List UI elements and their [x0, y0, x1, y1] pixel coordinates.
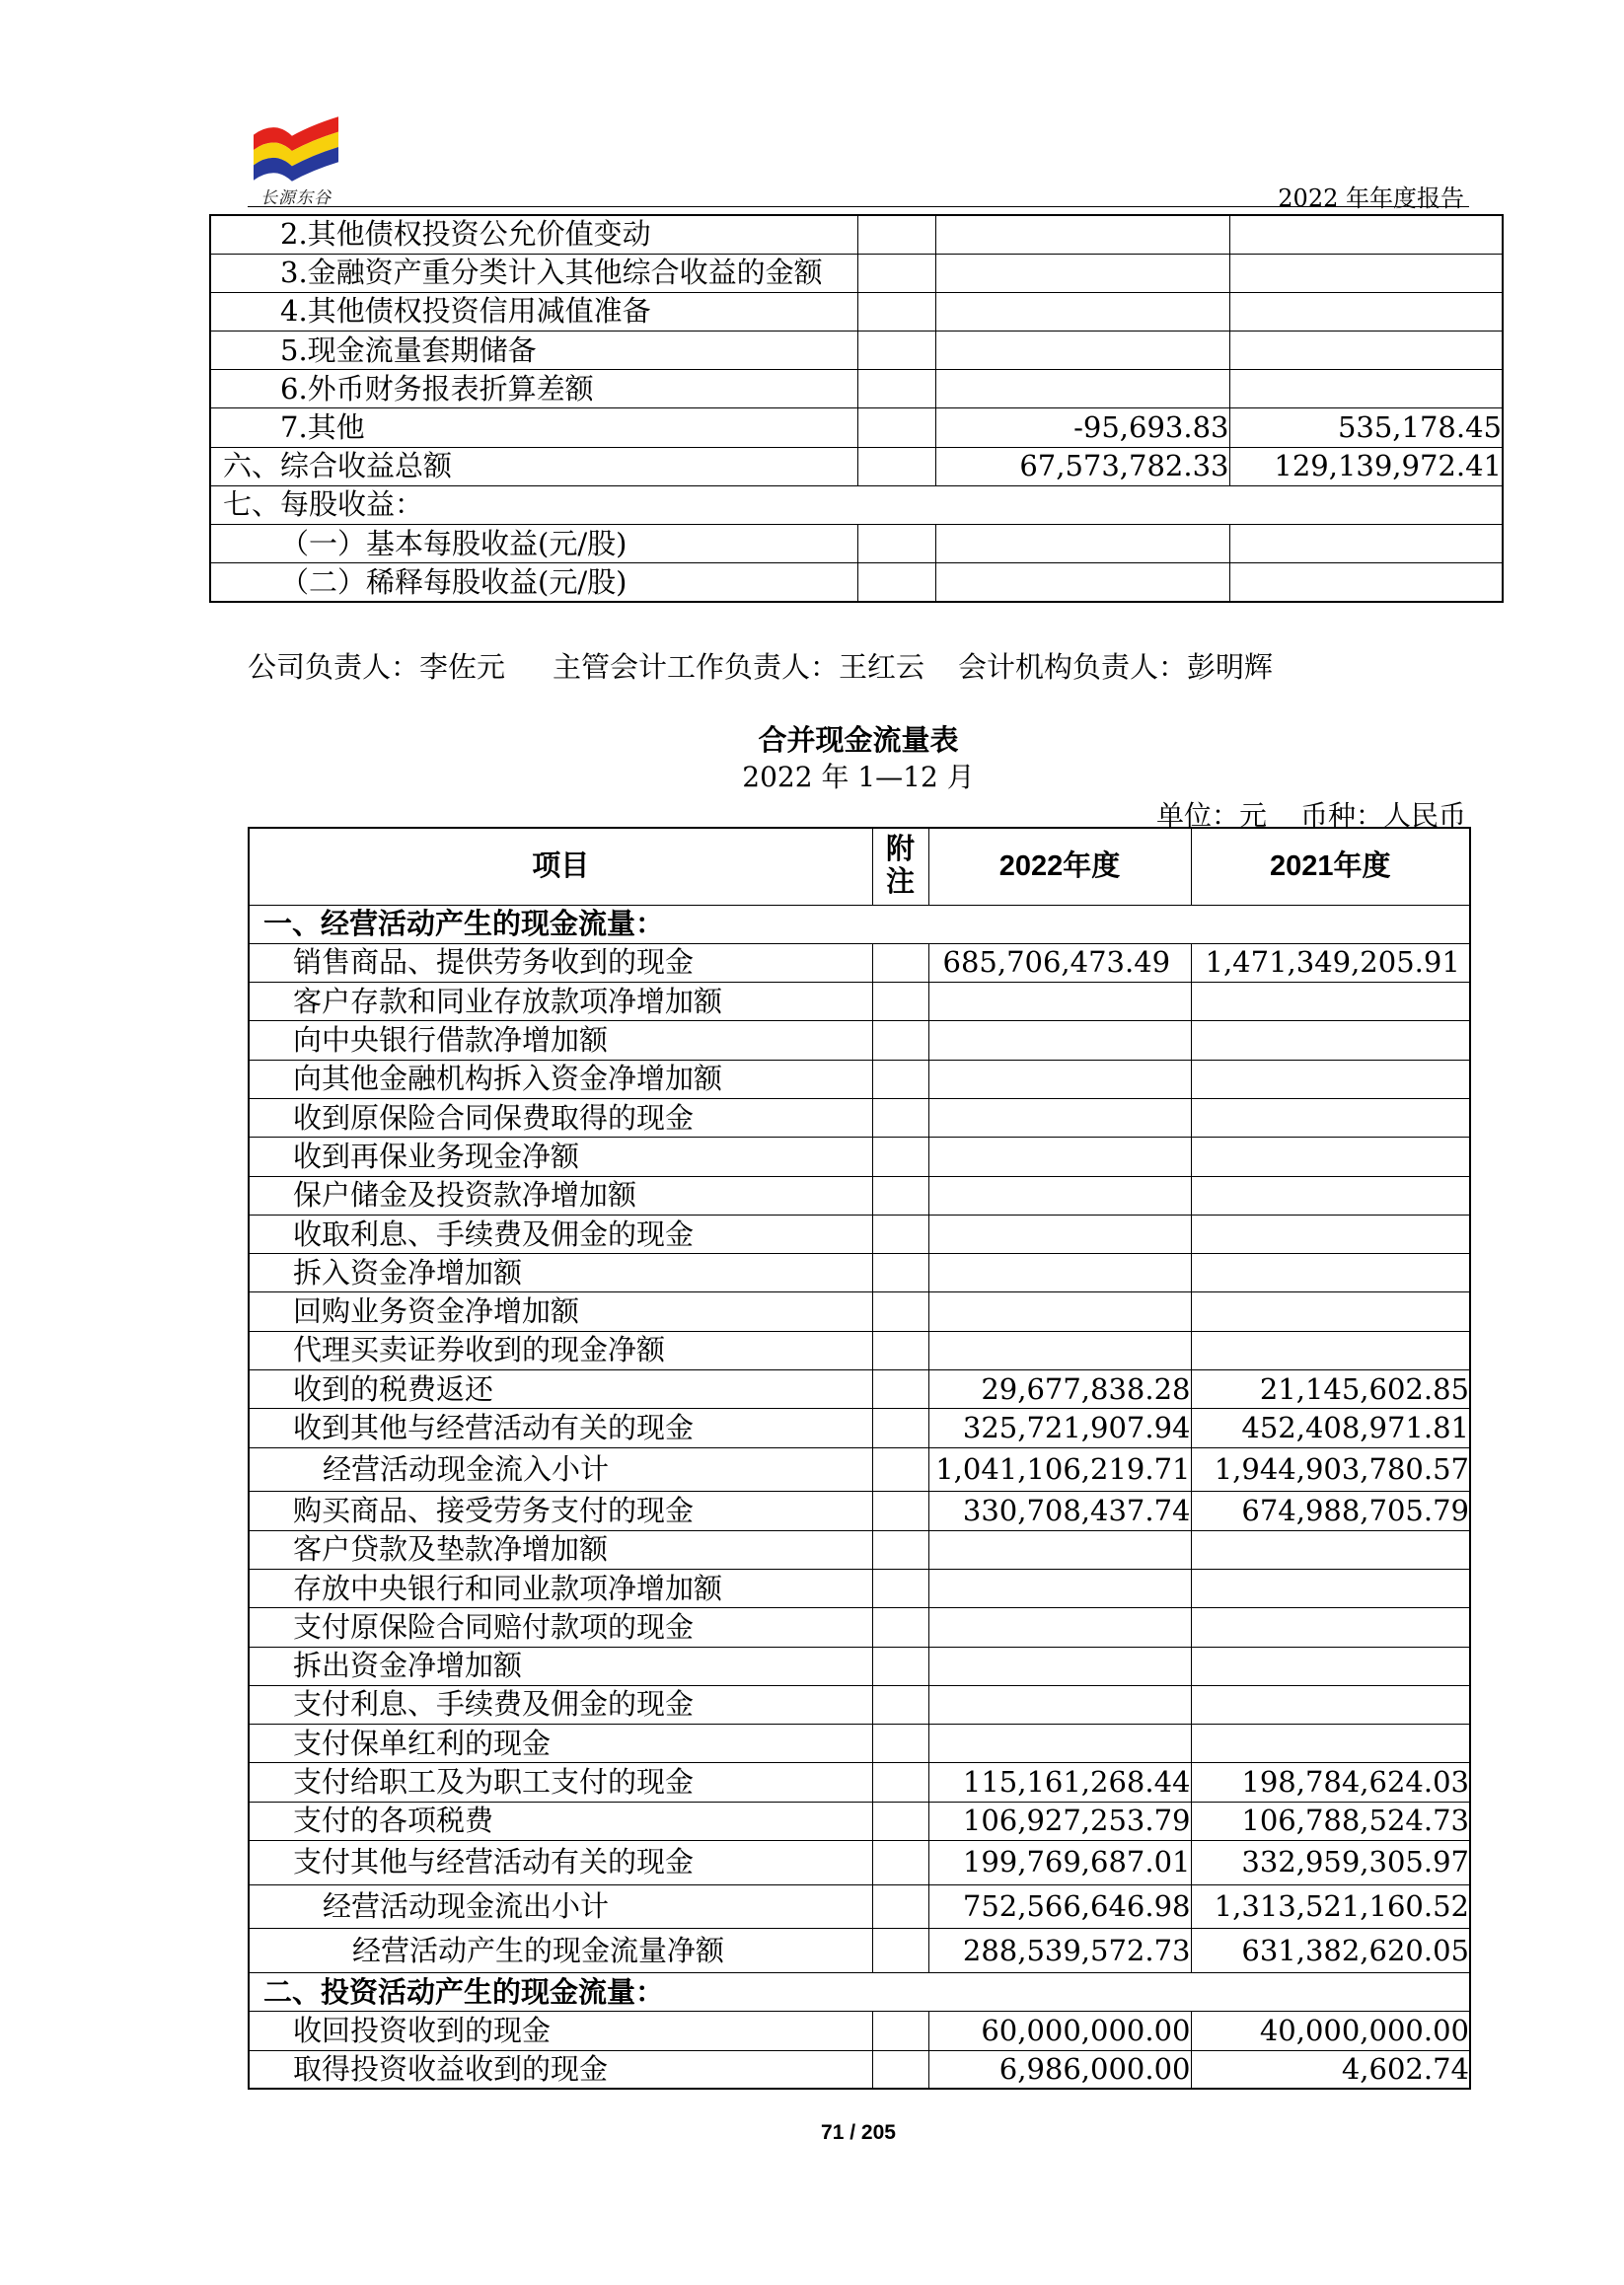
row-note	[872, 1409, 928, 1447]
header-item: 项目	[249, 828, 872, 905]
section-title: 二、投资活动产生的现金流量：	[249, 1973, 1470, 2012]
row-item: 经营活动现金流出小计	[249, 1884, 872, 1929]
row-note	[872, 2012, 928, 2050]
row-2022-value	[928, 1569, 1191, 1607]
row-item: 5.现金流量套期储备	[210, 332, 857, 370]
row-item: 支付给职工及为职工支付的现金	[249, 1763, 872, 1802]
row-2021-value: 40,000,000.00	[1191, 2012, 1470, 2050]
row-current-value	[935, 525, 1229, 563]
row-2022-value	[928, 1176, 1191, 1215]
table-row	[249, 1021, 1470, 1060]
row-note	[857, 292, 935, 331]
row-current-value	[935, 332, 1229, 370]
row-2022-value	[928, 983, 1191, 1021]
page-number: 71 / 205	[821, 2121, 896, 2144]
row-note	[872, 1569, 928, 1607]
row-prior-value: 535,178.45	[1229, 408, 1503, 447]
row-prior-value	[1229, 215, 1503, 254]
row-note	[857, 563, 935, 602]
row-note	[872, 2050, 928, 2089]
row-2021-value	[1191, 1608, 1470, 1647]
row-item: 保户储金及投资款净增加额	[249, 1176, 872, 1215]
row-item: 回购业务资金净增加额	[249, 1292, 872, 1331]
row-2022-value: 752,566,646.98	[928, 1884, 1191, 1929]
row-current-value	[935, 215, 1229, 254]
row-item: 向其他金融机构拆入资金净增加额	[249, 1060, 872, 1098]
row-current-value	[935, 563, 1229, 602]
row-current-value: -95,693.83	[935, 408, 1229, 447]
row-2021-value	[1191, 1254, 1470, 1292]
table-row	[249, 1409, 1470, 1447]
row-2021-value	[1191, 1331, 1470, 1369]
table-row	[249, 943, 1470, 982]
row-note	[872, 1763, 928, 1802]
row-2021-value	[1191, 1138, 1470, 1176]
table-row	[210, 563, 1503, 602]
row-2022-value	[928, 1530, 1191, 1569]
row-2021-value: 1,313,521,160.52	[1191, 1884, 1470, 1929]
row-item: 收回投资收到的现金	[249, 2012, 872, 2050]
row-2022-value	[928, 1647, 1191, 1685]
row-note	[857, 447, 935, 485]
row-2022-value	[928, 1021, 1191, 1060]
row-item: 客户贷款及垫款净增加额	[249, 1530, 872, 1569]
row-note	[872, 1647, 928, 1685]
table-row	[249, 1176, 1470, 1215]
row-item: 3.金融资产重分类计入其他综合收益的金额	[210, 254, 857, 292]
row-item: 取得投资收益收到的现金	[249, 2050, 872, 2089]
row-prior-value	[1229, 563, 1503, 602]
table-row	[249, 1763, 1470, 1802]
header-divider	[248, 206, 1469, 207]
row-2022-value: 325,721,907.94	[928, 1409, 1191, 1447]
row-2021-value: 332,959,305.97	[1191, 1841, 1470, 1885]
table-row	[249, 1060, 1470, 1098]
row-note	[857, 254, 935, 292]
row-prior-value	[1229, 370, 1503, 408]
section-row	[249, 905, 1470, 943]
currency-label: 币种：人民币	[1299, 799, 1466, 832]
header-2021: 2021年度	[1191, 828, 1470, 905]
header-2022: 2022年度	[928, 828, 1191, 905]
row-note	[872, 1370, 928, 1409]
row-prior-value	[1229, 292, 1503, 331]
row-note	[872, 1802, 928, 1840]
subtotal-row	[249, 1884, 1470, 1929]
row-note	[872, 943, 928, 982]
table-row	[249, 1841, 1470, 1885]
row-note	[872, 1725, 928, 1763]
row-item: 向中央银行借款净增加额	[249, 1021, 872, 1060]
row-2021-value	[1191, 1530, 1470, 1569]
row-note	[872, 1331, 928, 1369]
table-row	[210, 332, 1503, 370]
row-item: 客户存款和同业存放款项净增加额	[249, 983, 872, 1021]
row-prior-value	[1229, 254, 1503, 292]
row-note	[872, 1530, 928, 1569]
row-2022-value: 115,161,268.44	[928, 1763, 1191, 1802]
section-title: 一、经营活动产生的现金流量：	[249, 905, 1470, 943]
row-item: 7.其他	[210, 408, 857, 447]
row-2021-value	[1191, 1725, 1470, 1763]
row-2021-value: 631,382,620.05	[1191, 1929, 1470, 1973]
table-row	[210, 408, 1503, 447]
row-note	[872, 1685, 928, 1724]
table-row	[249, 2050, 1470, 2089]
row-item: 收到的税费返还	[249, 1370, 872, 1409]
row-2022-value: 106,927,253.79	[928, 1802, 1191, 1840]
row-2021-value	[1191, 1569, 1470, 1607]
row-2021-value: 198,784,624.03	[1191, 1763, 1470, 1802]
row-item: 六、综合收益总额	[210, 447, 857, 485]
row-2021-value	[1191, 1685, 1470, 1724]
row-item: （一）基本每股收益(元/股)	[210, 525, 857, 563]
row-item: （二）稀释每股收益(元/股)	[210, 563, 857, 602]
row-item: 收取利息、手续费及佣金的现金	[249, 1215, 872, 1253]
row-note	[872, 1929, 928, 1973]
row-item: 收到原保险合同保费取得的现金	[249, 1098, 872, 1137]
table-row	[249, 1725, 1470, 1763]
row-2021-value	[1191, 1021, 1470, 1060]
table-row	[249, 1138, 1470, 1176]
cash-flow-table	[248, 827, 1471, 2090]
section-title: 七、每股收益：	[210, 485, 1503, 524]
row-note	[872, 1021, 928, 1060]
row-2022-value	[928, 1098, 1191, 1137]
row-item: 2.其他债权投资公允价值变动	[210, 215, 857, 254]
row-2022-value: 60,000,000.00	[928, 2012, 1191, 2050]
row-2022-value: 29,677,838.28	[928, 1370, 1191, 1409]
row-2021-value	[1191, 1060, 1470, 1098]
table-row	[249, 1331, 1470, 1369]
table-row	[249, 1608, 1470, 1647]
table-row	[210, 292, 1503, 331]
table-row	[210, 525, 1503, 563]
row-2022-value	[928, 1608, 1191, 1647]
table-row	[249, 1370, 1470, 1409]
row-2021-value	[1191, 983, 1470, 1021]
row-2021-value	[1191, 1647, 1470, 1685]
row-item: 经营活动产生的现金流量净额	[249, 1929, 872, 1973]
table-row	[249, 1647, 1470, 1685]
row-note	[872, 1492, 928, 1530]
unit-label: 单位：元	[1155, 799, 1267, 832]
row-item: 支付保单红利的现金	[249, 1725, 872, 1763]
report-title: 2022 年年度报告	[1278, 184, 1464, 212]
statement-title: 合并现金流量表	[758, 725, 959, 757]
statement-period: 2022 年 1—12 月	[742, 761, 975, 793]
table-row	[249, 2012, 1470, 2050]
table-row	[249, 1685, 1470, 1724]
table-row	[249, 1802, 1470, 1840]
row-prior-value	[1229, 332, 1503, 370]
company-head-signature: 公司负责人：李佐元	[248, 650, 506, 684]
table-row	[210, 447, 1503, 485]
signature-line	[248, 645, 1273, 686]
section-row	[210, 485, 1503, 524]
table-row	[249, 1292, 1470, 1331]
table-row	[249, 1215, 1470, 1253]
row-item: 支付原保险合同赔付款项的现金	[249, 1608, 872, 1647]
row-2021-value: 452,408,971.81	[1191, 1409, 1470, 1447]
row-2022-value: 199,769,687.01	[928, 1841, 1191, 1885]
row-prior-value: 129,139,972.41	[1229, 447, 1503, 485]
accounting-dept-head-signature: 会计机构负责人：彭明辉	[958, 650, 1274, 684]
table-row	[210, 254, 1503, 292]
row-item: 6.外币财务报表折算差额	[210, 370, 857, 408]
table-row	[210, 215, 1503, 254]
row-note	[872, 1215, 928, 1253]
table-row	[249, 983, 1470, 1021]
row-note	[872, 1447, 928, 1492]
row-current-value	[935, 370, 1229, 408]
row-note	[872, 1608, 928, 1647]
row-item: 代理买卖证券收到的现金净额	[249, 1331, 872, 1369]
row-2021-value: 1,944,903,780.57	[1191, 1447, 1470, 1492]
row-note	[857, 215, 935, 254]
row-item: 收到再保业务现金净额	[249, 1138, 872, 1176]
row-2022-value	[928, 1254, 1191, 1292]
row-item: 收到其他与经营活动有关的现金	[249, 1409, 872, 1447]
row-2021-value: 21,145,602.85	[1191, 1370, 1470, 1409]
row-2022-value: 1,041,106,219.71	[928, 1447, 1191, 1492]
total-row	[249, 1929, 1470, 1973]
row-2021-value: 1,471,349,205.91	[1191, 943, 1470, 982]
table-row	[249, 1098, 1470, 1137]
row-2022-value	[928, 1331, 1191, 1369]
row-2022-value	[928, 1060, 1191, 1098]
row-current-value	[935, 254, 1229, 292]
row-note	[872, 1098, 928, 1137]
row-note	[872, 1254, 928, 1292]
row-2021-value	[1191, 1215, 1470, 1253]
logo-text: 长源东谷	[260, 188, 332, 208]
row-current-value	[935, 292, 1229, 331]
row-2022-value: 330,708,437.74	[928, 1492, 1191, 1530]
row-2022-value: 685,706,473.49	[928, 943, 1191, 982]
row-note	[857, 370, 935, 408]
row-item: 4.其他债权投资信用减值准备	[210, 292, 857, 331]
row-note	[872, 1060, 928, 1098]
row-item: 支付利息、手续费及佣金的现金	[249, 1685, 872, 1724]
header-note: 附注	[872, 828, 928, 905]
row-note	[857, 525, 935, 563]
row-item: 拆入资金净增加额	[249, 1254, 872, 1292]
company-logo	[254, 116, 338, 182]
row-2022-value	[928, 1292, 1191, 1331]
section-row	[249, 1973, 1470, 2012]
row-2022-value	[928, 1685, 1191, 1724]
comprehensive-income-table	[209, 214, 1504, 603]
table-header-row	[249, 828, 1470, 905]
table-row	[249, 1254, 1470, 1292]
row-2021-value	[1191, 1176, 1470, 1215]
row-item: 支付其他与经营活动有关的现金	[249, 1841, 872, 1885]
table-row	[249, 1492, 1470, 1530]
subtotal-row	[249, 1447, 1470, 1492]
table-row	[249, 1530, 1470, 1569]
row-2022-value: 288,539,572.73	[928, 1929, 1191, 1973]
row-2022-value	[928, 1215, 1191, 1253]
row-note	[872, 1176, 928, 1215]
row-item: 销售商品、提供劳务收到的现金	[249, 943, 872, 982]
row-note	[857, 332, 935, 370]
row-note	[872, 1138, 928, 1176]
row-2021-value: 674,988,705.79	[1191, 1492, 1470, 1530]
table-row	[249, 1569, 1470, 1607]
row-item: 拆出资金净增加额	[249, 1647, 872, 1685]
row-2021-value	[1191, 1292, 1470, 1331]
row-2021-value: 106,788,524.73	[1191, 1802, 1470, 1840]
row-2022-value	[928, 1725, 1191, 1763]
row-note	[872, 1884, 928, 1929]
row-note	[872, 1841, 928, 1885]
row-item: 存放中央银行和同业款项净增加额	[249, 1569, 872, 1607]
row-2021-value	[1191, 1098, 1470, 1137]
accounting-head-signature: 主管会计工作负责人：王红云	[553, 650, 925, 684]
row-note	[857, 408, 935, 447]
row-2021-value: 4,602.74	[1191, 2050, 1470, 2089]
table-row	[210, 370, 1503, 408]
row-prior-value	[1229, 525, 1503, 563]
row-current-value: 67,573,782.33	[935, 447, 1229, 485]
row-item: 经营活动现金流入小计	[249, 1447, 872, 1492]
row-note	[872, 983, 928, 1021]
row-2022-value: 6,986,000.00	[928, 2050, 1191, 2089]
row-note	[872, 1292, 928, 1331]
row-item: 购买商品、接受劳务支付的现金	[249, 1492, 872, 1530]
row-item: 支付的各项税费	[249, 1802, 872, 1840]
row-2022-value	[928, 1138, 1191, 1176]
